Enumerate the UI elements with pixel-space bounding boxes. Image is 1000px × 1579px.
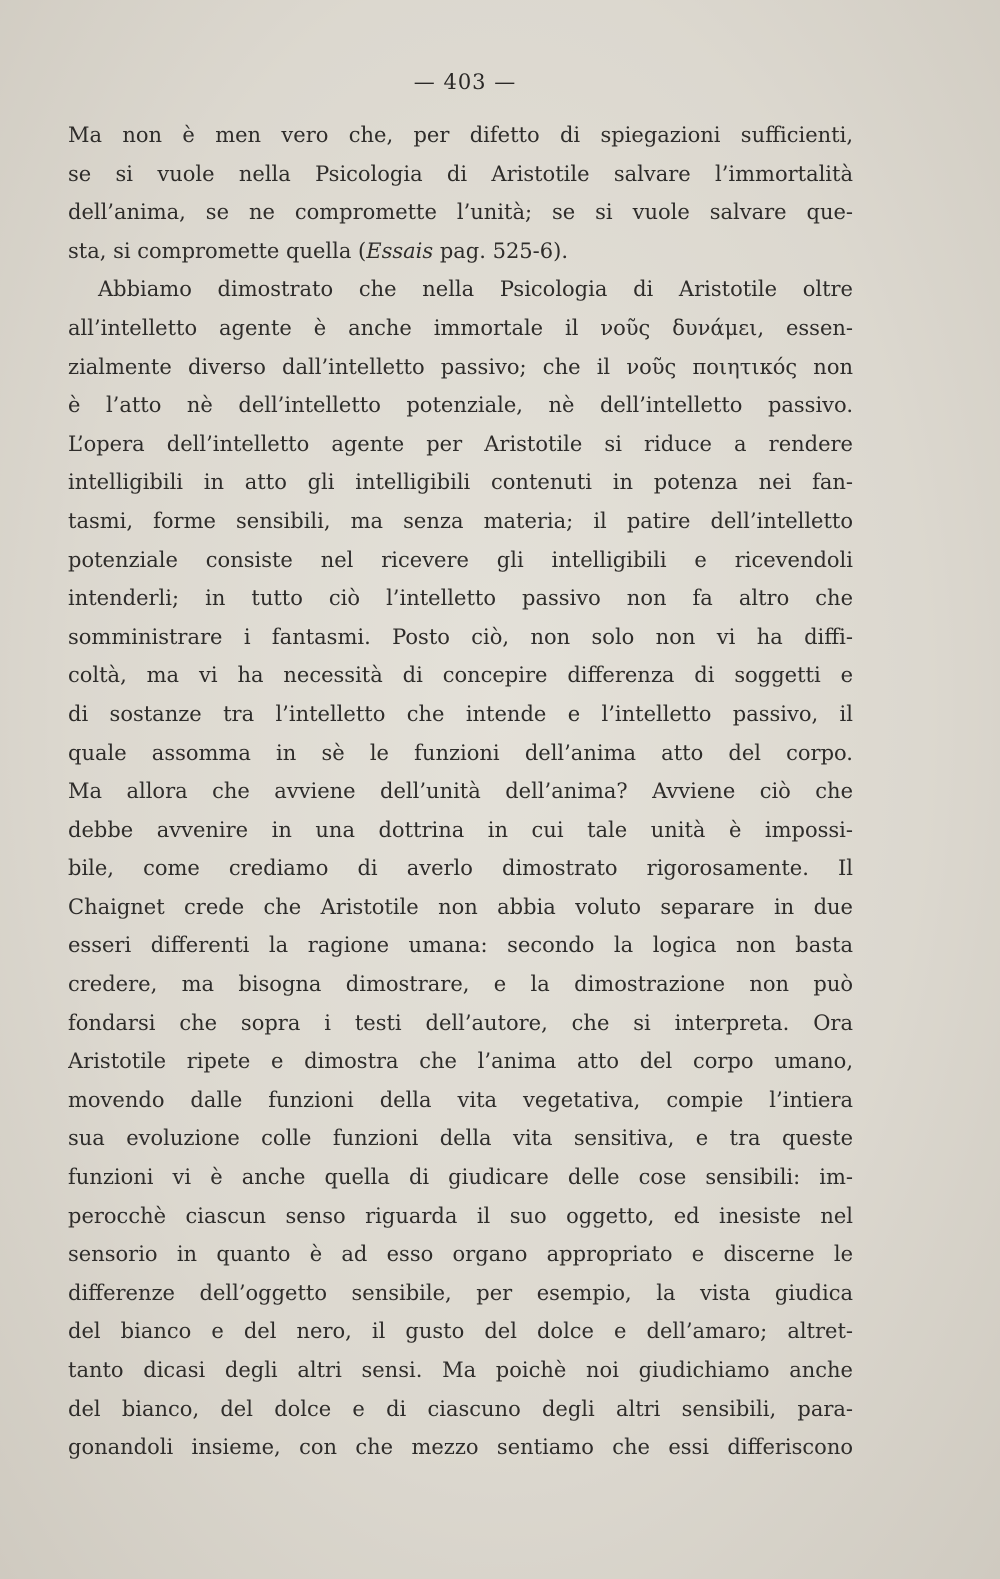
text-line: del bianco, del dolce e di ciascuno degli altri sensibili, para- (68, 1396, 853, 1421)
text-line: coltà, ma vi ha necessità di concepire differenza di soggetti e (68, 663, 853, 688)
text-line: del bianco e del nero, il gusto del dolce e dell’amaro; altret- (68, 1319, 853, 1344)
text-line: dell’anima, se ne compromette l’unità; se si vuole salvare que- (68, 200, 853, 225)
text-line: esseri differenti la ragione umana: secondo la logica non basta (68, 933, 853, 958)
text-line: Chaignet crede che Aristotile non abbia voluto separare in due (68, 894, 853, 919)
text-line: all’intelletto agente è anche immortale il νοῦς δυνάμει, essen- (68, 315, 853, 340)
text-line: gonandoli insieme, con che mezzo sentiamo che essi differiscono (68, 1435, 853, 1460)
text-line: fondarsi che sopra i testi dell’autore, che si interpreta. Ora (68, 1010, 853, 1035)
text-line: debbe avvenire in una dottrina in cui tale unità è impossi- (68, 817, 853, 842)
text-line: somministrare i fantasmi. Posto ciò, non solo non vi ha diffi- (68, 624, 853, 649)
text-line: sensorio in quanto è ad esso organo appropriato e discerne le (68, 1242, 853, 1267)
text-line: Abbiamo dimostrato che nella Psicologia di Aristotile oltre (98, 277, 853, 302)
text-line: credere, ma bisogna dimostrare, e la dimostrazione non può (68, 972, 853, 997)
text-line: perocchè ciascun senso riguarda il suo oggetto, ed inesiste nel (68, 1203, 853, 1228)
paragraph (68, 270, 853, 1466)
text-line: sta, si compromette quella (Essais pag. 525-6). (68, 238, 568, 263)
paragraph (68, 116, 853, 270)
page-number: — 403 — (413, 70, 517, 94)
text-line: sua evoluzione colle funzioni della vita sensitiva, e tra queste (68, 1126, 853, 1151)
text-line: differenze dell’oggetto sensibile, per esempio, la vista giudica (68, 1280, 853, 1305)
book-title: Essais (366, 238, 434, 263)
text-line: tanto dicasi degli altri sensi. Ma poichè noi giudichiamo anche (68, 1358, 853, 1382)
text-line: se si vuole nella Psicologia di Aristotile salvare l’immortalità (68, 161, 853, 186)
text-line: bile, come crediamo di averlo dimostrato rigorosamente. Il (68, 856, 853, 881)
text-line: intenderli; in tutto ciò l’intelletto passivo non fa altro che (68, 586, 853, 611)
text-line: intelligibili in atto gli intelligibili contenuti in potenza nei fan- (68, 470, 853, 495)
text-line: movendo dalle funzioni della vita vegetativa, compie l’intiera (68, 1087, 853, 1112)
text-line: Ma non è men vero che, per difetto di spiegazioni sufficienti, (68, 123, 853, 147)
text-line: quale assomma in sè le funzioni dell’anima atto del corpo. (68, 740, 853, 765)
text-line: funzioni vi è anche quella di giudicare delle cose sensibili: im- (68, 1165, 853, 1190)
text-line: di sostanze tra l’intelletto che intende e l’intelletto passivo, il (68, 701, 853, 726)
text-line: zialmente diverso dall’intelletto passivo; che il νοῦς ποιητικός non (68, 354, 853, 379)
body-text (68, 116, 853, 1467)
text-line: tasmi, forme sensibili, ma senza materia; il patire dell’intelletto (68, 508, 853, 533)
text-line: potenziale consiste nel ricevere gli intelligibili e ricevendoli (68, 547, 853, 572)
text-line: è l’atto nè dell’intelletto potenziale, nè dell’intelletto passivo. (68, 393, 853, 418)
text-line: Aristotile ripete e dimostra che l’anima atto del corpo umano, (68, 1049, 853, 1074)
text-line: Ma allora che avviene dell’unità dell’anima? Avviene ciò che (68, 779, 853, 804)
text-line: L’opera dell’intelletto agente per Aristotile si riduce a rendere (68, 431, 853, 456)
